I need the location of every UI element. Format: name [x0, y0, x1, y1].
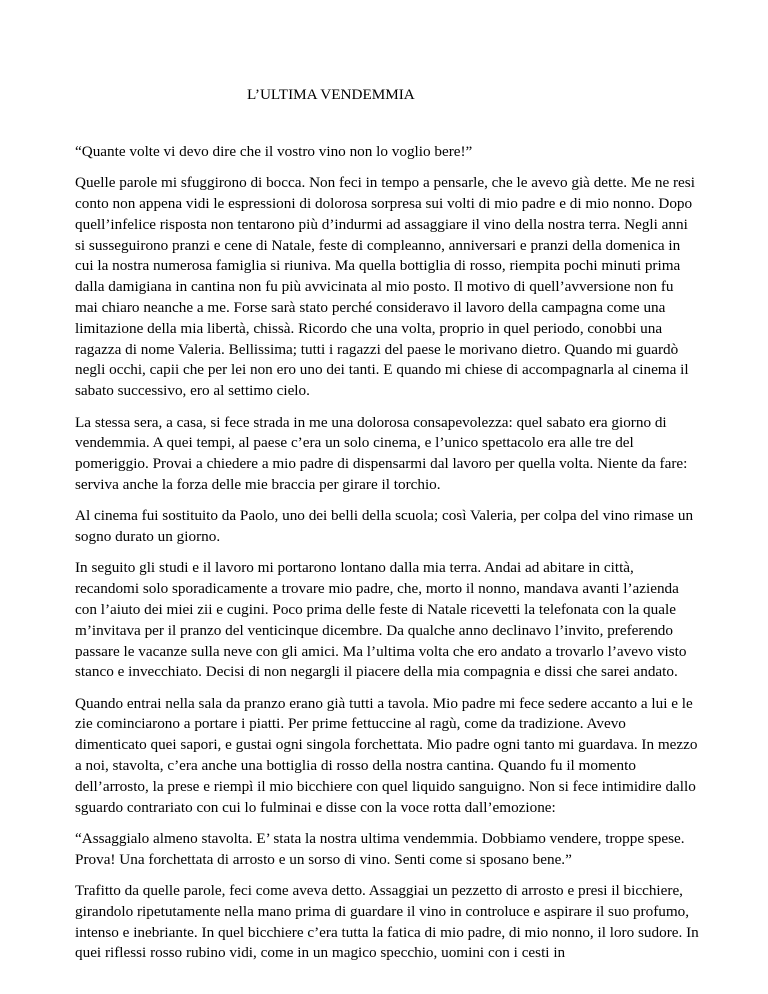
paragraph-7: “Assaggialo almeno stavolta. E’ stata la nostra ultima vendemmia. Dobbiamo vendere, troppe spese. Prova! Una forchettata di arrosto e un sorso di vino. Senti come si sposano bene.” — [75, 829, 685, 868]
paragraph-5: In seguito gli studi e il lavoro mi portarono lontano dalla mia terra. Andai ad abitare in città, recandomi solo sporadicamente a trovare mio padre, che, morto il nonno, mandava avanti l’azienda con l’aiuto dei miei zii e cugini. Poco prima delle feste di Natale ricevetti la telefonata con la quale m’invitava per il pranzo del venticinque dicembre. Da qualche anno declinavo l’invito, preferendo passare le vacanze sulla neve con gli amici. Ma l’ultima volta che ero andato a trovarlo l’avevo visto stanco e invecchiato. Decisi di non negargli il piacere della mia compagnia e dissi che sarei andato. — [75, 559, 687, 681]
document-body — [75, 142, 700, 975]
paragraph-8: Trafitto da quelle parole, feci come aveva detto. Assaggiai un pezzetto di arrosto e presi il bicchiere, girandolo ripetutamente nella mano prima di guardare il vino in controluce e aspirare il suo profumo, intenso e inebriante. In quel bicchiere c’era tutta la fatica di mio padre, di mio nonno, il loro sudore. In quei riflessi rosso rubino vidi, come in un magico specchio, uomini con i cesti in — [75, 882, 699, 962]
paragraph-4: Al cinema fui sostituito da Paolo, uno dei belli della scuola; così Valeria, per colpa del vino rimase un sogno durato un giorno. — [75, 507, 694, 546]
paragraph-3: La stessa sera, a casa, si fece strada in me una dolorosa consapevolezza: quel sabato era giorno di vendemmia. A quei tempi, al paese c’era un solo cinema, e l’unico spettacolo era alle tre del pomeriggio. Provai a chiedere a mio padre di dispensarmi dal lavoro per quella volta. Niente da fare: serviva anche la forza delle mie braccia per girare il torchio. — [75, 413, 688, 493]
paragraph-6: Quando entrai nella sala da pranzo erano già tutti a tavola. Mio padre mi fece sedere accanto a lui e le zie cominciarono a portare i piatti. Per prime fettuccine al ragù, come da tradizione. Avevo dimenticato quei sapori, e gustai ogni singola forchettata. Mio padre ogni tanto mi guardava. In mezzo a noi, stavolta, c’era anche una bottiglia di rosso della nostra cantina. Quando fu il momento dell’arrosto, la prese e riempì il mio bicchiere con quel liquido sanguigno. Non si fece intimidire dallo sguardo contrariato con cui lo fulminai e disse con la voce rotta dall’emozione: — [75, 694, 698, 816]
document-title: L’ULTIMA VENDEMMIA — [247, 86, 415, 103]
paragraph-1: “Quante volte vi devo dire che il vostro vino non lo voglio bere!” — [75, 143, 473, 160]
paragraph-2: Quelle parole mi sfuggirono di bocca. Non feci in tempo a pensarle, che le avevo già dette. Me ne resi conto non appena vidi le espressioni di dolorosa sorpresa sui volti di mio padre e di mio nonno. Dopo quell’infelice risposta non tentarono più d’indurmi ad assaggiare il vino della nostra terra. Negli anni si susseguirono pranzi e cene di Natale, feste di compleanno, anniversari e pranzi della domenica in cui la nostra numerosa famiglia si riuniva. Ma quella bottiglia di rosso, riempita pochi minuti prima dalla damigiana in cantina non fu più avvicinata al mio posto. Il motivo di quell’avversione non fu mai chiaro neanche a me. Forse sarà stato perché consideravo il lavoro della campagna come una limitazione della mia libertà, chissà. Ricordo che una volta, proprio in quel periodo, conobbi una ragazza di nome Valeria. Bellissima; tutti i ragazzi del paese le morivano dietro. Quando mi guardò negli occhi, capii che per lei non ero uno dei tanti. E quando mi chiese di accompagnarla al cinema il sabato successivo, ero al settimo cielo. — [75, 174, 695, 400]
